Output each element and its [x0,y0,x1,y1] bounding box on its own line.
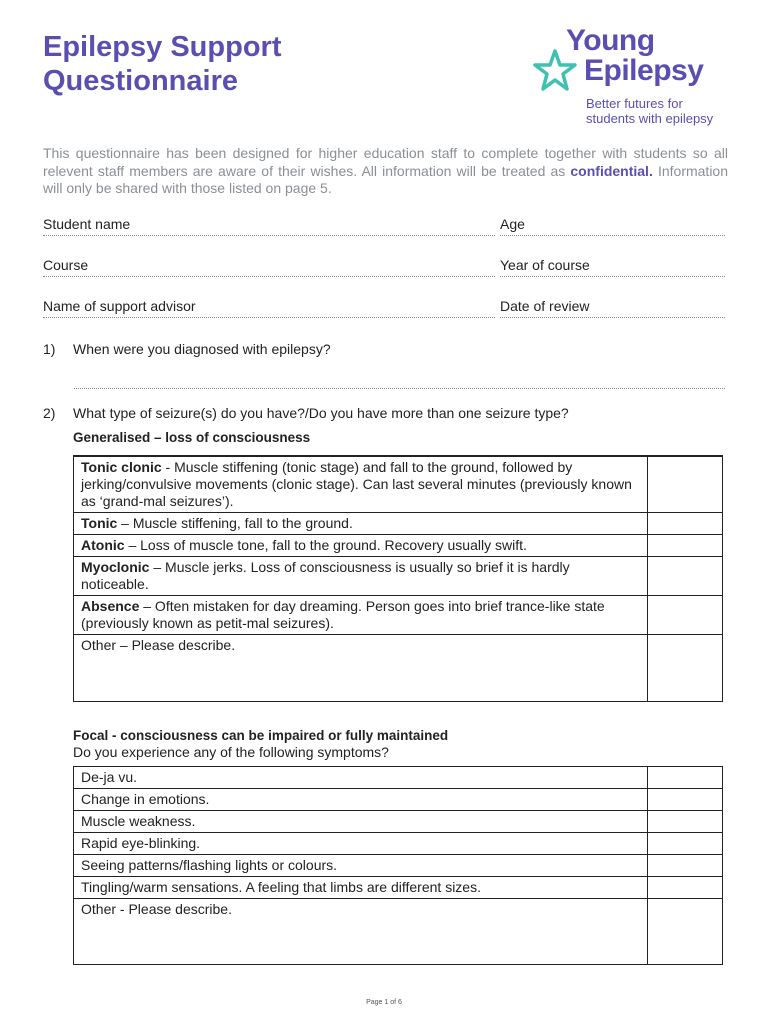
generalised-heading: Generalised – loss of consciousness [73,430,311,445]
table-cell [74,557,648,596]
focal-symptom-table [73,766,723,965]
question-1-answer-line[interactable] [74,387,725,389]
table-row [74,855,723,877]
course-field[interactable] [43,254,495,277]
page-title [43,30,463,98]
checkbox-cell[interactable] [648,833,723,855]
checkbox-cell[interactable] [648,877,723,899]
table-row [74,833,723,855]
table-row [74,877,723,899]
seizure-desc: – Loss of muscle tone, fall to the ground. Recovery usually swift. [124,537,527,553]
intro-text: This questionnaire has been designed for higher education staff to complete together with students so all relevent staff members are aware of their wishes. All information will be treated as [43,145,728,179]
seizure-term: Tonic [81,515,118,531]
date-of-review-label: Date of review [500,298,590,314]
table-row [74,535,723,557]
table-row [74,513,723,535]
symptom-cell: Muscle weakness. [74,811,648,833]
other-describe-label: Other – Please describe. [81,637,236,653]
checkbox-cell[interactable] [648,596,723,635]
seizure-term: Tonic clonic [81,459,162,475]
seizure-desc: – Often mistaken for day dreaming. Person goes into brief trance-like state (previously known as petit-mal seizures). [81,598,605,631]
other-describe-cell[interactable] [74,635,648,702]
checkbox-cell[interactable] [648,899,723,965]
table-row [74,767,723,789]
seizure-desc: – Muscle stiffening, fall to the ground. [117,515,353,531]
question-1-text: When were you diagnosed with epilepsy? [73,341,331,357]
table-cell [74,535,648,557]
symptom-cell: Tingling/warm sensations. A feeling that limbs are different sizes. [74,877,648,899]
tagline-line-1: Better futures for [586,96,683,111]
intro-confidential: confidential. [570,162,653,179]
student-name-field[interactable] [43,213,495,236]
focal-heading: Focal - consciousness can be impaired or fully maintained [73,728,449,743]
logo-wordmark [566,26,703,86]
generalised-seizure-table [73,455,723,702]
checkbox-cell[interactable] [648,855,723,877]
checkbox-cell[interactable] [648,811,723,833]
young-epilepsy-logo [528,26,748,130]
seizure-term: Absence [81,598,140,614]
course-label: Course [43,257,89,273]
checkbox-cell[interactable] [648,557,723,596]
table-row [74,899,723,965]
table-row [74,635,723,702]
checkbox-cell[interactable] [648,456,723,513]
table-cell [74,456,648,513]
checkbox-cell[interactable] [648,767,723,789]
symptom-cell: Change in emotions. [74,789,648,811]
table-row [74,596,723,635]
age-field[interactable] [500,213,725,236]
tagline-line-2: students with epilepsy [586,111,714,126]
table-row [74,789,723,811]
symptom-cell: Seeing patterns/flashing lights or colours. [74,855,648,877]
student-name-label: Student name [43,216,131,232]
seizure-term: Myoclonic [81,559,150,575]
question-2-number: 2) [43,405,56,421]
focal-subheading: Do you experience any of the following symptoms? [73,744,389,760]
age-label: Age [500,216,525,232]
seizure-desc: – Muscle jerks. Loss of consciousness is usually so brief it is hardly noticeable. [81,559,570,592]
title-line-1: Epilepsy Support [43,31,282,63]
logo-tagline [586,96,756,126]
support-advisor-label: Name of support advisor [43,298,196,314]
checkbox-cell[interactable] [648,635,723,702]
intro-text-after: Information will only be shared with those listed on page 5. [43,162,729,196]
checkbox-cell[interactable] [648,513,723,535]
table-row [74,811,723,833]
title-line-2: Questionnaire [43,65,238,97]
other-describe-cell[interactable] [74,899,648,965]
table-cell [74,513,648,535]
logo-name-line-1: Young [566,24,655,57]
question-2-text: What type of seizure(s) do you have?/Do you have more than one seizure type? [73,405,569,421]
table-cell [74,596,648,635]
checkbox-cell[interactable] [648,789,723,811]
question-1-number: 1) [43,341,56,357]
year-of-course-label: Year of course [500,257,590,273]
table-row [74,456,723,513]
year-of-course-field[interactable] [500,254,725,277]
support-advisor-field[interactable] [43,295,495,318]
intro-paragraph [43,145,728,198]
logo-name-line-2: Epilepsy [584,54,704,87]
symptom-cell: De-ja vu. [74,767,648,789]
page-number: Page 1 of 6 [366,999,402,1006]
seizure-term: Atonic [81,537,125,553]
checkbox-cell[interactable] [648,535,723,557]
table-row [74,557,723,596]
symptom-cell: Rapid eye-blinking. [74,833,648,855]
date-of-review-field[interactable] [500,295,725,318]
other-describe-label: Other - Please describe. [81,901,232,917]
seizure-desc: - Muscle stiffening (tonic stage) and fall to the ground, followed by jerking/convulsive movements (clonic stage). Can last several minutes (previously known as ‘grand-mal seizures’). [81,459,632,509]
